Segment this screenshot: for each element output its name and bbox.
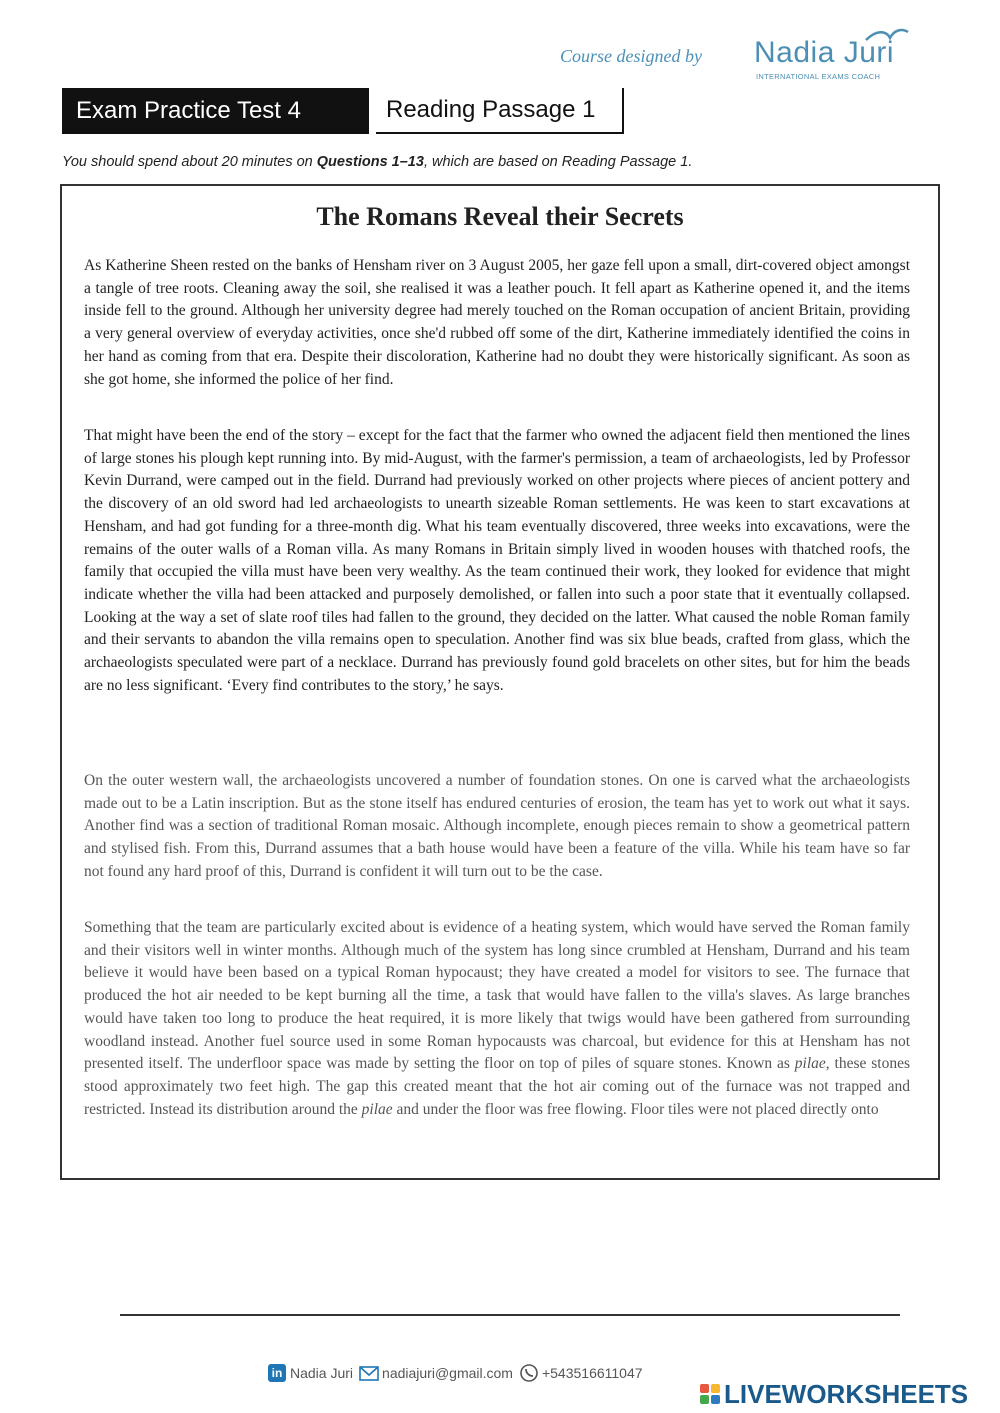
paragraph-3: On the outer western wall, the archaeologists uncovered a number of foundation stones. On one is carved what the archaeologists made out to be a Latin inscription. But as the stone itself has endured centuries of erosion, the team has yet to work out what it says. Another find was a section of traditional Roman mosaic. Although incomplete, enough pieces remain to show a geometrical pattern and stylised fish. From this, Durrand assumes that a bath house would have been a feature of the villa. While his team have so far not found any hard proof of this, Durrand is confident it will turn out to be the case. xyxy=(84,772,910,880)
exam-title: Exam Practice Test 4 xyxy=(62,88,369,134)
instructions-after: , which are based on Reading Passage 1. xyxy=(423,154,693,170)
contact-phone: +543516611047 xyxy=(541,1365,643,1381)
brand-tagline: INTERNATIONAL EXAMS COACH xyxy=(756,72,881,81)
instructions-emphasis: Questions 1–13 xyxy=(316,154,424,170)
phone-contact[interactable] xyxy=(519,1363,643,1383)
passage-title: Reading Passage 1 xyxy=(376,88,624,134)
liveworksheets-watermark xyxy=(700,1380,968,1408)
pilae-term: pilae xyxy=(794,1055,826,1073)
paragraph-4-text-b: , these stones stood approximately two feet high. The gap this created meant that the hot air coming out of the furnace was not trapped and restricted. Instead its distribution around the xyxy=(84,1055,910,1118)
linkedin-icon: in xyxy=(268,1364,286,1382)
paragraph-1: As Katherine Sheen rested on the banks of Hensham river on 3 August 2005, her gaze fell upon a small, dirt-covered object amongst a tangle of tree roots. Cleaning away the soil, she realised it was a leather pouch. It fell apart as Katherine opened it, and the items inside fell to the ground. Although her university degree had merely touched on the Roman occupation of ancient Britain, providing a very general overview of everyday activities, once she'd rubbed off some of the dirt, Katherine immediately identified the coins in her hand as coming from that era. Despite their discoloration, Katherine had no doubt they were historically significant. As soon as she got home, she informed the police of her find. xyxy=(84,257,910,388)
liveworksheets-logo-icon xyxy=(700,1384,720,1404)
article-title: The Romans Reveal their Secrets xyxy=(316,202,684,231)
paragraph-4-text-c: and under the floor was free flowing. Floor tiles were not placed directly onto xyxy=(392,1100,879,1118)
instructions xyxy=(62,154,942,170)
contact-name: Nadia Juri xyxy=(290,1365,354,1381)
whatsapp-icon xyxy=(519,1363,539,1383)
contact-email: nadiajuri@gmail.com xyxy=(382,1365,513,1381)
brand-name: Nadia Juri xyxy=(754,36,895,69)
paragraph-2: That might have been the end of the story – except for the fact that the farmer who owned the adjacent field then mentioned the lines of large stones his plough kept running into. By mid-August, with the farmer's permission, a team of archaeologists, led by Professor Kevin Durrand, were camped out in the field. Durrand had previously worked on other projects where pieces of ancient pottery and the discovery of an old sword had led archaeologists to unearth sizeable Roman settlements. He was keen to start excavations at Hensham, and had got funding for a three-month dig. What his team eventually discovered, three weeks into excavations, were the remains of the outer walls of a Roman villa. As many Romans in Britain simply lived in wooden houses with thatched roofs, the family that occupied the villa must have been very wealthy. As the team continued their work, they looked for evidence that might indicate whether the villa had been attacked and purposely demolished, or fallen into such a poor state that it eventually collapsed. Looking at the way a set of slate roof tiles had fallen to the ground, they decided on the latter. What caused the noble Roman family and their servants to abandon the villa remains open to speculation. Another find was six blue beads, crafted from glass, which the archaeologists speculated were part of a necklace. Durrand has previously found gold bracelets on other sites, but for him the beads are no less significant. ‘Every find contributes to the story,’ he says. xyxy=(84,427,910,694)
instructions-before: You should spend about 20 minutes on xyxy=(62,154,317,170)
footer-divider xyxy=(120,1314,900,1316)
course-designed-label: Course designed by xyxy=(560,46,702,66)
pilae-term: pilae xyxy=(361,1100,393,1118)
contact-footer xyxy=(268,1362,649,1384)
email-contact[interactable] xyxy=(359,1365,513,1381)
brand-logo xyxy=(752,32,952,84)
linkedin-contact[interactable] xyxy=(268,1364,353,1382)
watermark-text: LIVEWORKSHEETS xyxy=(724,1378,969,1409)
mail-icon xyxy=(359,1366,379,1381)
bird-icon xyxy=(864,26,910,48)
paragraph-4-text-a: Something that the team are particularly excited about is evidence of a heating system, which would have served the Roman family and their visitors well in winter months. Although much of the system has long since crumbled at Hensham, Durrand and his team believe it would have been based on a typical Roman hypocaust; they have created a model for visitors to see. The furnace that produced the hot air needed to be kept burning all the time, a task that would have fallen to the villa's slaves. As large branches would have taken too long to produce the heat required, it is more likely that twigs would have been gathered from surrounding woodland instead. Another fuel source used in some Roman hypocausts was charcoal, but evidence for this at Hensham has not presented itself. The underfloor space was made by setting the floor on top of piles of square stones. Known as xyxy=(84,919,910,1073)
paragraph-4 xyxy=(84,917,910,1121)
